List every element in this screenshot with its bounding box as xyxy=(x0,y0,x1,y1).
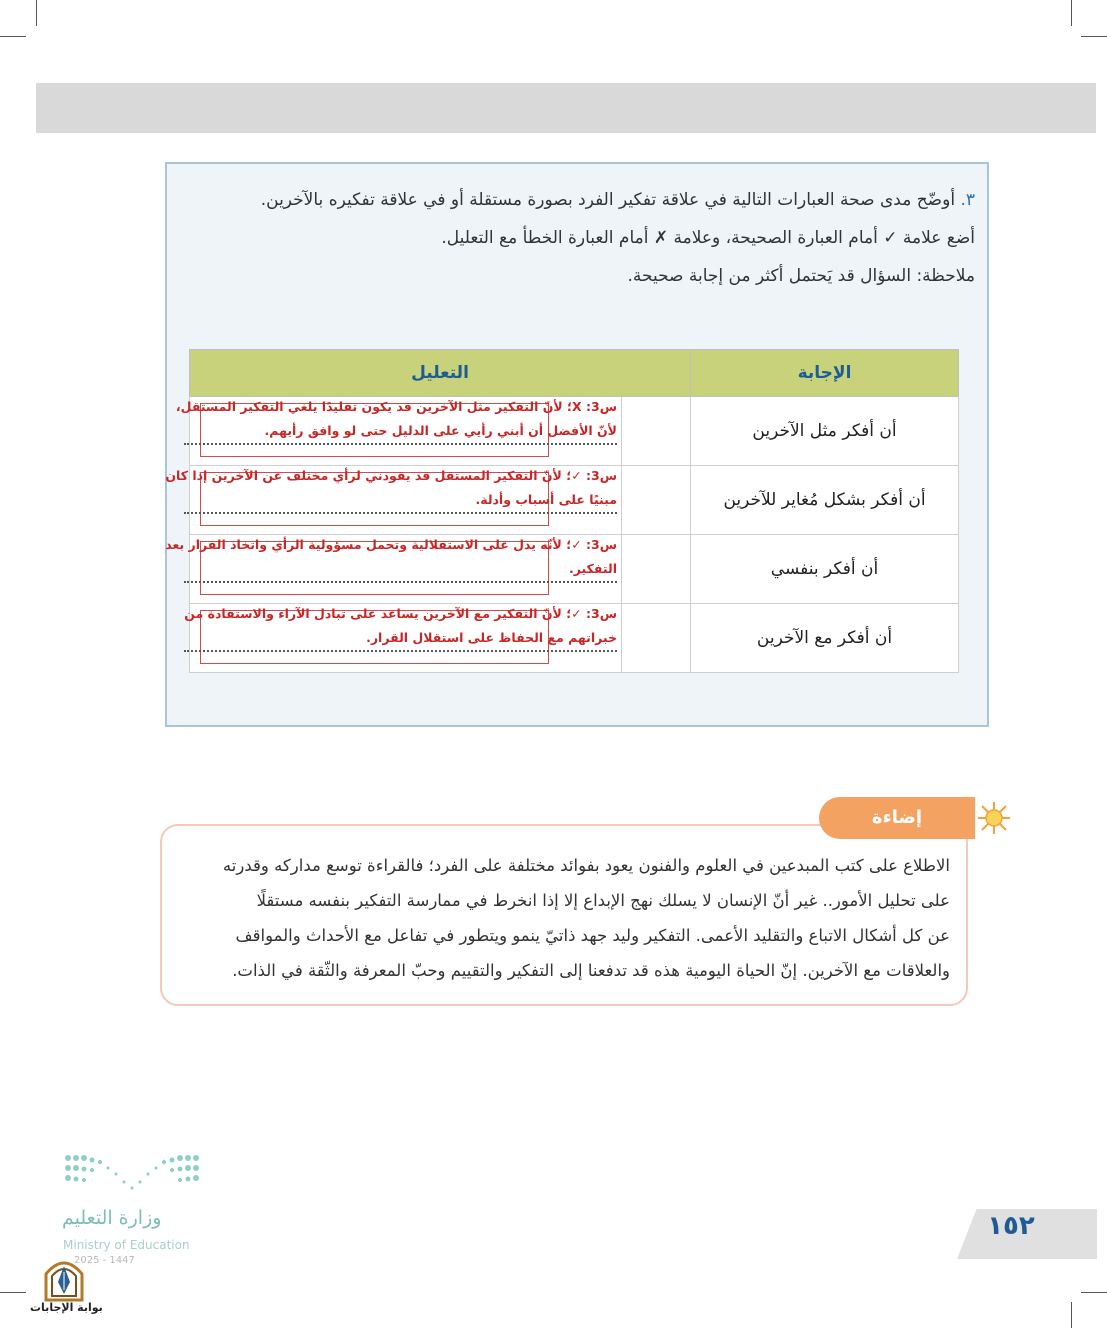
crop-mark xyxy=(0,1292,26,1293)
ministry-name-ar: وزارة التعليم xyxy=(62,1207,162,1229)
reason-line-2: لأنّ الأفضل أن أبني رأيي على الدليل حتى لو وافق رأيهم. xyxy=(184,423,617,445)
question-instruction: أضع علامة ✓ أمام العبارة الصحيحة، وعلامة ✗ أمام العبارة الخطأ مع التعليل. xyxy=(441,228,975,248)
reason-cell xyxy=(165,466,622,535)
ministry-logo-icon xyxy=(62,1152,202,1200)
blank-cell xyxy=(622,397,691,466)
ministry-name-en: Ministry of Education xyxy=(63,1238,190,1252)
question-text: أوضّح مدى صحة العبارات التالية في علاقة تفكير الفرد بصورة مستقلة أو في علاقة تفكيره بالآخرين. xyxy=(260,190,956,210)
table-row xyxy=(190,466,959,535)
reason-cell xyxy=(184,604,622,673)
reason-line-2: خبراتهم مع الحفاظ على استقلال القرار. xyxy=(184,630,617,652)
tip-title: إضاءة xyxy=(819,797,975,839)
reason-cell xyxy=(165,535,622,604)
answer-cell: أن أفكر بنفسي xyxy=(691,535,959,604)
reason-line-1: س3: ✓؛ لأنّ التفكير مع الآخرين يساعد على تبادل الآراء والاستفادة من xyxy=(184,606,617,621)
blank-cell xyxy=(622,604,691,673)
sun-icon xyxy=(977,801,1011,835)
ministry-year: 2025 - 1447 xyxy=(74,1255,135,1266)
reason-line-1: س3: ✓؛ لأنّ التفكير المستقل قد يقودني لرأي مختلف عن الآخرين إذا كان xyxy=(165,468,617,483)
reason-cell xyxy=(175,397,622,466)
blank-cell xyxy=(622,535,691,604)
table-row xyxy=(190,535,959,604)
tip-box xyxy=(160,824,968,1006)
watermark-text: بوابة الإجابات xyxy=(30,1301,103,1314)
column-header-answer: الإجابة xyxy=(691,350,959,397)
reason-line-2: التفكير. xyxy=(184,561,617,583)
reason-line-1: س3: X؛ لأنّ التفكير مثل الآخرين قد يكون تقليدًا يلغي التفكير المستقل، xyxy=(175,399,617,414)
crop-mark xyxy=(1081,36,1107,37)
column-header-reason: التعليل xyxy=(190,350,691,397)
blank-cell xyxy=(622,466,691,535)
tip-text-line: على تحليل الأمور.. غير أنّ الإنسان لا يسلك نهج الإبداع إلا إذا انخرط في ممارسة التفكير بنفسه مستقلًا xyxy=(256,891,950,910)
question-number: ٣. xyxy=(960,190,975,210)
table-row xyxy=(190,604,959,673)
tip-text-line: عن كل أشكال الاتباع والتقليد الأعمى. التفكير وليد جهد ذاتيّ ينمو ويتطور في تفاعل مع الأحداث والمواقف xyxy=(235,926,950,945)
answer-cell: أن أفكر بشكل مُغاير للآخرين xyxy=(691,466,959,535)
tip-text-line: الاطلاع على كتب المبدعين في العلوم والفنون يعود بفوائد مختلفة على الفرد؛ فالقراءة توسع مداركه وقدرته xyxy=(222,856,950,875)
answer-cell: أن أفكر مع الآخرين xyxy=(691,604,959,673)
crop-mark xyxy=(1071,0,1072,26)
page-number: ١٥٢ xyxy=(987,1211,1035,1241)
crop-mark xyxy=(1081,1292,1107,1293)
table-row xyxy=(190,397,959,466)
tip-text-line: والعلاقات مع الآخرين. إنّ الحياة اليومية هذه قد تدفعنا إلى التفكير والتقييم وحبّ المعرفة والثّقة في الذات. xyxy=(232,961,950,980)
crop-mark xyxy=(36,0,37,26)
reason-line-2: مبنيًا على أسباب وأدلة. xyxy=(184,492,617,514)
table-header-row xyxy=(190,350,959,397)
question-line-1 xyxy=(261,190,975,210)
question-note: ملاحظة: السؤال قد يَحتمل أكثر من إجابة صحيحة. xyxy=(627,266,975,286)
answer-cell: أن أفكر مثل الآخرين xyxy=(691,397,959,466)
crop-mark xyxy=(1071,1302,1072,1328)
header-band xyxy=(36,83,1096,133)
pen-logo-icon xyxy=(42,1256,86,1302)
reason-line-1: س3: ✓؛ لأنّه يدل على الاستقلالية وتحمل مسؤولية الرأي واتخاذ القرار بعد xyxy=(165,537,617,552)
answer-table xyxy=(165,349,959,673)
crop-mark xyxy=(0,36,26,37)
